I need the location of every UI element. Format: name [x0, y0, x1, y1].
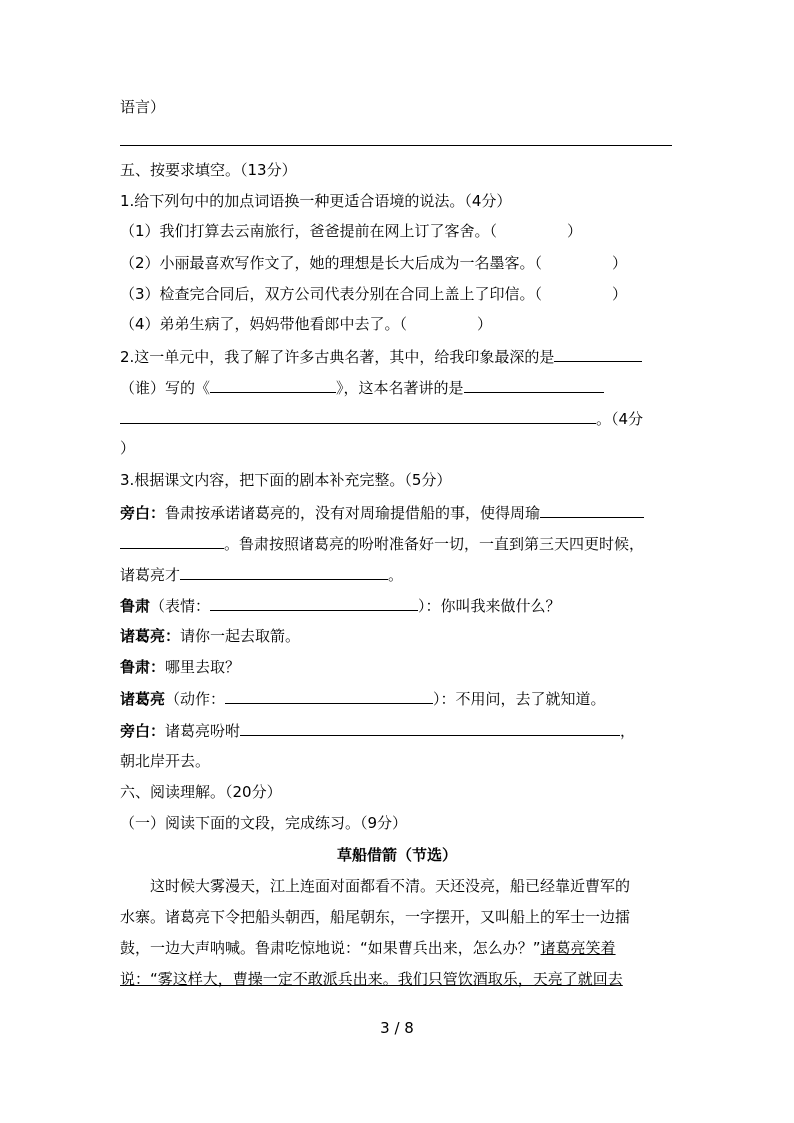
q1-item-text: （1）我们打算去云南旅行，爸爸提前在网上订了客舍。（	[120, 222, 498, 240]
script-text: ）：你叫我来做什么？	[418, 597, 561, 615]
underlined-text: 诸葛亮笑着	[540, 939, 616, 957]
answer-blank[interactable]	[210, 595, 418, 611]
script-text: （表情：	[150, 597, 211, 615]
q1-item-2	[120, 253, 627, 273]
script-text: 诸葛亮才	[120, 566, 181, 584]
speaker-label: 诸葛亮：	[120, 627, 181, 645]
page-number: 3 / 8	[380, 1019, 414, 1037]
script-lusu-1	[120, 595, 561, 616]
script-narration-2	[120, 720, 635, 741]
q2-text: 2.这一单元中，我了解了许多古典名著，其中，给我印象最深的是	[120, 348, 555, 366]
q3-prompt: 3.根据课文内容，把下面的剧本补充完整。（5分）	[120, 471, 452, 489]
q2-text: （谁）写的《	[120, 379, 211, 397]
q1-prompt: 1.给下列句中的加点词语换一种更适合语境的说法。（4分）	[120, 192, 512, 210]
script-text: 鲁肃按承诺诸葛亮的，没有对周瑜提借船的事，使得周瑜	[165, 504, 541, 522]
passage-line-3	[120, 938, 616, 958]
q2-text: 。（4分	[596, 410, 644, 428]
answer-blank[interactable]	[120, 533, 224, 549]
q2-text: 》，这本名著讲的是	[336, 379, 464, 397]
speaker-label: 鲁肃：	[120, 658, 166, 676]
script-text: 。鲁肃按照诸葛亮的吩咐准备好一切，一直到第三天四更时候，	[224, 535, 645, 553]
passage-line-1: 这时候大雾漫天，江上连面对面都看不清。天还没亮，船已经靠近曹军的	[150, 877, 631, 895]
passage-title: 草船借箭（节选）	[336, 846, 457, 864]
script-text: 。	[388, 566, 404, 584]
q1-item-3	[120, 284, 627, 304]
bracket-close: ）	[612, 285, 628, 303]
answer-blank[interactable]	[225, 688, 433, 704]
q1-item-1	[120, 221, 582, 241]
q2-line-3	[120, 408, 643, 429]
bracket-close: ）	[567, 222, 583, 240]
q2-line-1	[120, 346, 642, 367]
answer-line[interactable]	[120, 145, 672, 146]
section6-subheading: （一）阅读下面的文段，完成练习。（9分）	[120, 814, 408, 832]
answer-blank[interactable]	[540, 502, 644, 518]
answer-blank[interactable]	[240, 720, 620, 736]
passage-line-4: 说：“雾这样大，曹操一定不敢派兵出来。我们只管饮酒取乐，天亮了就回去	[120, 970, 623, 988]
script-zgl-2	[120, 688, 606, 709]
script-narration-1-line-2	[120, 533, 644, 554]
script-text: 诸葛亮吩咐	[165, 722, 241, 740]
bracket-close: ）	[477, 315, 493, 333]
script-text: （动作：	[165, 690, 226, 708]
passage-text: 鼓，一边大声呐喊。鲁肃吃惊地说：“如果曹兵出来，怎么办？”	[120, 939, 541, 957]
script-text: 哪里去取？	[165, 658, 241, 676]
q1-item-text: （2）小丽最喜欢写作文了，她的理想是长大后成为一名墨客。（	[120, 254, 543, 272]
continuation-text: 语言）	[120, 98, 166, 116]
script-text: 请你一起去取箭。	[180, 627, 301, 645]
q1-item-4	[120, 314, 492, 334]
script-narration-2-line-2: 朝北岸开去。	[120, 752, 211, 770]
script-text: ）：不用问，去了就知道。	[433, 690, 606, 708]
answer-blank[interactable]	[210, 377, 336, 393]
section6-heading: 六、阅读理解。（20分）	[120, 783, 282, 801]
q1-item-text: （3）检查完合同后，双方公司代表分别在合同上盖上了印信。（	[120, 285, 543, 303]
section5-heading: 五、按要求填空。（13分）	[120, 161, 297, 179]
passage-line-2: 水寨。诸葛亮下令把船头朝西，船尾朝东，一字摆开，又叫船上的军士一边擂	[120, 908, 631, 926]
script-narration-1	[120, 502, 644, 523]
script-narration-1-line-3	[120, 564, 403, 585]
script-lusu-2	[120, 657, 240, 677]
speaker-label: 诸葛亮	[120, 690, 166, 708]
q1-item-text: （4）弟弟生病了，妈妈带他看郎中去了。（	[120, 315, 408, 333]
answer-blank[interactable]	[464, 377, 604, 393]
q2-line-4: ）	[120, 439, 136, 457]
speaker-label: 鲁肃	[120, 597, 151, 615]
script-text: ，	[620, 722, 636, 740]
q2-line-2	[120, 377, 604, 398]
answer-blank[interactable]	[120, 408, 596, 424]
speaker-label: 旁白：	[120, 722, 166, 740]
script-zgl-1	[120, 626, 300, 646]
speaker-label: 旁白：	[120, 504, 166, 522]
bracket-close: ）	[612, 254, 628, 272]
answer-blank[interactable]	[554, 346, 642, 362]
answer-blank[interactable]	[180, 564, 388, 580]
